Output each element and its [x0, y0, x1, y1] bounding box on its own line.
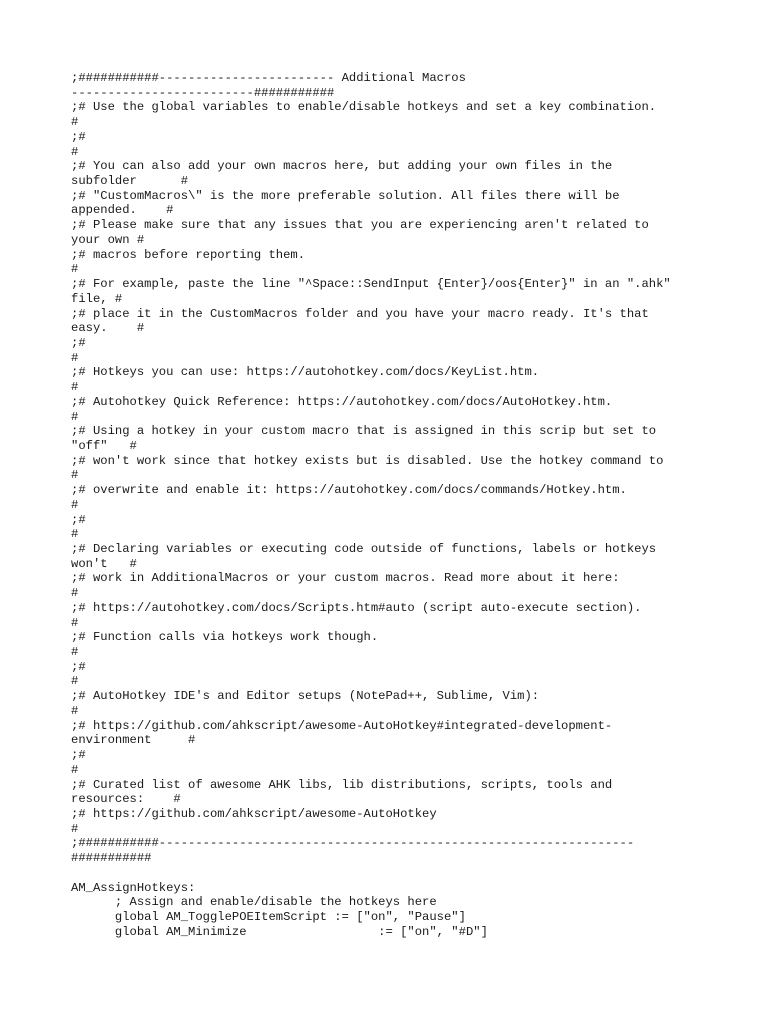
script-line: ;###########----------------------------------------------------------------- — [71, 836, 635, 851]
script-line: ########### — [71, 851, 152, 866]
script-line: # — [71, 115, 79, 130]
script-line: won't # — [71, 556, 137, 571]
script-line: ;###########------------------------ Additional Macros — [71, 71, 466, 85]
script-line: ;# You can also add your own macros here, but adding your own files in the — [71, 159, 613, 174]
script-line: ;# Curated list of awesome AHK libs, lib distributions, scripts, tools and — [71, 777, 613, 792]
script-line: ;# Function calls via hotkeys work though. — [71, 630, 379, 645]
script-line: ;# work in AdditionalMacros or your custom macros. Read more about it here: — [71, 571, 620, 586]
script-line: easy. # — [71, 321, 145, 336]
script-line: ;# overwrite and enable it: https://autohotkey.com/docs/commands/Hotkey.htm. — [71, 483, 627, 498]
script-line: # — [71, 645, 79, 660]
script-line: # — [71, 468, 79, 483]
script-line: ;# Hotkeys you can use: https://autohotkey.com/docs/KeyList.htm. — [71, 365, 540, 380]
script-line: ;# won't work since that hotkey exists but is disabled. Use the hotkey command to — [71, 453, 664, 468]
script-line: ;# macros before reporting them. — [71, 247, 306, 262]
script-line: # — [71, 262, 79, 277]
script-line: # — [71, 350, 79, 365]
script-line: global AM_TogglePOEItemScript := ["on", "Pause"] — [71, 909, 466, 924]
script-line: # — [71, 674, 79, 689]
script-line: ;# Using a hotkey in your custom macro that is assigned in this scrip but set to — [71, 424, 657, 439]
script-line: # — [71, 703, 79, 718]
script-line: global AM_Minimize := ["on", "#D"] — [71, 924, 488, 939]
script-line: # — [71, 586, 79, 601]
script-line: ;# https://autohotkey.com/docs/Scripts.htm#auto (script auto-execute section). — [71, 600, 642, 615]
script-line: ;# Please make sure that any issues that you are experiencing aren't related to — [71, 218, 649, 233]
script-line: # — [71, 144, 79, 159]
script-line: "off" # — [71, 438, 137, 453]
script-line: # — [71, 821, 79, 836]
script-line: # — [71, 762, 79, 777]
script-line: ;# place it in the CustomMacros folder and you have your macro ready. It's that — [71, 306, 649, 321]
script-line: -------------------------########### — [71, 85, 335, 100]
script-line: ;# — [71, 335, 86, 350]
script-line: ;# https://github.com/ahkscript/awesome-AutoHotkey — [71, 806, 437, 821]
script-line: ;# — [71, 748, 86, 763]
script-line: subfolder # — [71, 174, 189, 189]
script-line: appended. # — [71, 203, 174, 218]
script-line: ;# Declaring variables or executing code outside of functions, labels or hotkeys — [71, 542, 657, 556]
script-line: # — [71, 615, 79, 630]
script-line: ;# — [71, 512, 86, 527]
script-text-block — [71, 71, 731, 939]
script-line: ;# — [71, 129, 86, 144]
script-line: AM_AssignHotkeys: — [71, 880, 196, 895]
script-line: # — [71, 380, 79, 395]
script-line: file, # — [71, 291, 123, 306]
script-line: # — [71, 527, 79, 542]
script-line: environment # — [71, 733, 196, 748]
script-line: ;# Use the global variables to enable/disable hotkeys and set a key combination. — [71, 100, 657, 115]
script-line: # — [71, 409, 79, 424]
script-line — [71, 866, 731, 881]
script-line: ;# "CustomMacros\" is the more preferable solution. All files there will be — [71, 188, 620, 203]
script-line: ;# https://github.com/ahkscript/awesome-AutoHotkey#integrated-development- — [71, 718, 613, 733]
script-line: resources: # — [71, 792, 181, 807]
script-line: ;# — [71, 659, 86, 674]
script-line: # — [71, 497, 79, 512]
script-line: your own # — [71, 232, 145, 247]
script-line: ;# Autohotkey Quick Reference: https://autohotkey.com/docs/AutoHotkey.htm. — [71, 394, 613, 409]
script-line: ;# AutoHotkey IDE's and Editor setups (NotePad++, Sublime, Vim): — [71, 689, 540, 704]
script-line: ; Assign and enable/disable the hotkeys here — [71, 895, 437, 910]
script-line: ;# For example, paste the line "^Space::SendInput {Enter}/oos{Enter}" in an ".ahk" — [71, 277, 671, 292]
